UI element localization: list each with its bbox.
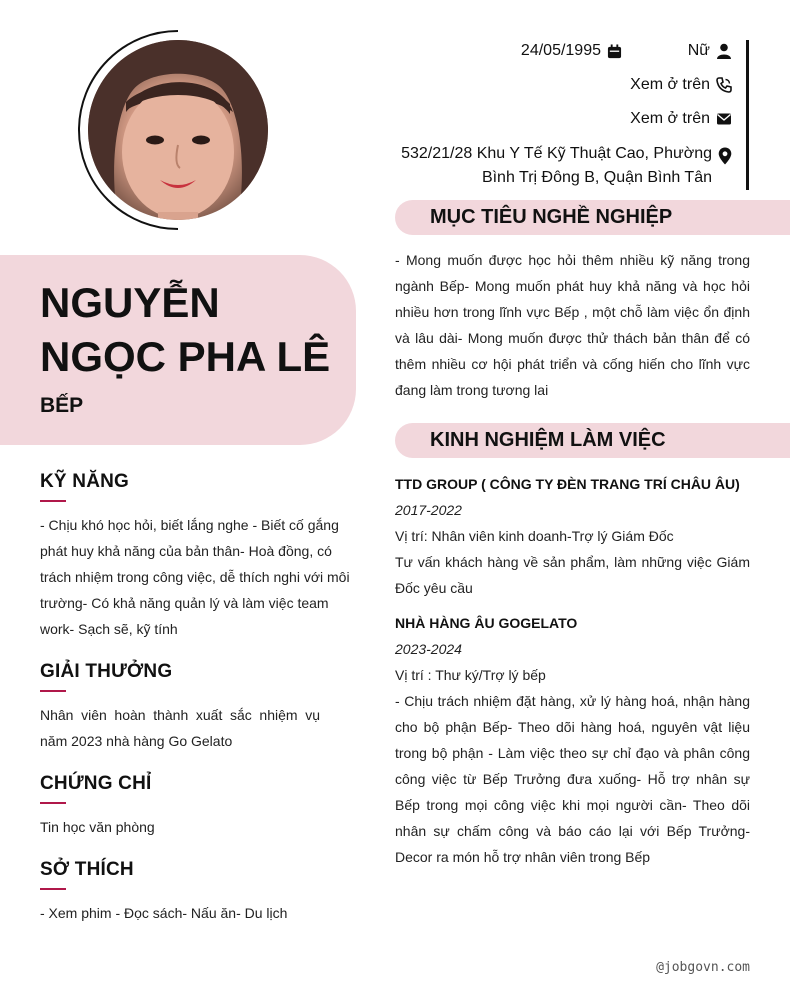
skills-heading: KỸ NĂNG: [40, 471, 130, 492]
skills-section: [40, 471, 352, 642]
gender-value: Nữ: [687, 42, 710, 59]
email-value: Xem ở trên: [630, 110, 710, 127]
job-position: Vị trí: Nhân viên kinh doanh-Trợ lý Giám Đốc: [395, 528, 674, 544]
hobbies-heading: SỞ THÍCH: [40, 859, 134, 880]
phone-row: [630, 76, 732, 94]
full-name: NGUYỄN NGỌC PHA LÊ: [40, 279, 331, 380]
job-title: BẾP: [40, 394, 84, 417]
experience-heading-bar: [395, 423, 790, 458]
objective-section: [395, 247, 750, 403]
job-position: Vị trí : Thư ký/Trợ lý bếp: [395, 667, 546, 683]
certificates-text: Tin học văn phòng: [40, 819, 155, 835]
awards-underline: [40, 690, 66, 692]
job-period: 2017-2022: [395, 502, 462, 518]
avatar: [88, 40, 268, 220]
awards-text: Nhân viên hoàn thành xuất sắc nhiệm vụ năm 2023 nhà hàng Go Gelato: [40, 707, 320, 749]
skills-text: - Chịu khó học hỏi, biết lắng nghe - Biết cố gắng phát huy khả năng của bản thân- Hoà đồng, có trách nhiệm trong công việc, dễ thích nghi với môi trường- Có khả năng quản lý và làm việc team work- Sạch sẽ, kỹ tính: [40, 517, 350, 637]
awards-section: [40, 661, 320, 754]
experience-item: [395, 610, 750, 870]
phone-icon: [716, 77, 732, 93]
hobbies-section: [40, 859, 352, 926]
certificates-underline: [40, 802, 66, 804]
objective-text: - Mong muốn được học hỏi thêm nhiều kỹ năng trong ngành Bếp- Mong muốn phát huy khả năng và học hỏi nhiều hơn trong lĩnh vực Bếp , một chỗ làm việc ổn định và lâu dài- Mong muốn được thử thách bản thân để có thêm nhiều cơ hội phát triển và cống hiến cho lĩnh vực đang làm trong tương lai: [395, 252, 750, 398]
hobbies-text: - Xem phim - Đọc sách- Nấu ăn- Du lịch: [40, 905, 288, 921]
birthday-row: [521, 42, 622, 60]
hobbies-underline: [40, 888, 66, 890]
envelope-icon: [716, 112, 732, 126]
calendar-icon: [607, 44, 622, 59]
address-value: 532/21/28 Khu Y Tế Kỹ Thuật Cao, Phường Bình Trị Đông B, Quận Bình Tân: [401, 145, 712, 186]
awards-heading: GIẢI THƯỞNG: [40, 661, 173, 682]
person-icon: [716, 43, 732, 59]
objective-heading-bar: [395, 200, 790, 235]
experience-heading: KINH NGHIỆM LÀM VIỆC: [430, 429, 666, 451]
avatar-portrait: [88, 40, 268, 220]
certificates-heading: CHỨNG CHỈ: [40, 773, 152, 794]
certificates-section: [40, 773, 352, 840]
phone-value: Xem ở trên: [630, 76, 710, 93]
contact-block: [386, 40, 749, 190]
skills-underline: [40, 500, 66, 502]
watermark: @jobgovn.com: [656, 960, 750, 975]
job-period: 2023-2024: [395, 641, 462, 657]
experience-item: [395, 471, 750, 601]
company-name: NHÀ HÀNG ÂU GOGELATO: [395, 615, 578, 631]
location-pin-icon: [718, 147, 732, 165]
company-name: TTD GROUP ( CÔNG TY ĐÈN TRANG TRÍ CHÂU ÂU): [395, 476, 740, 492]
birthday-value: 24/05/1995: [520, 42, 601, 59]
gender-row: [688, 42, 732, 60]
objective-heading: MỤC TIÊU NGHỀ NGHIỆP: [430, 206, 673, 228]
email-row: [630, 110, 732, 128]
avatar-frame: [78, 30, 278, 230]
job-description: Tư vấn khách hàng về sản phẩm, làm những việc Giám Đốc yêu cầu: [395, 554, 750, 596]
address-row: [392, 142, 732, 190]
job-description: - Chịu trách nhiệm đặt hàng, xử lý hàng hoá, nhận hàng cho bộ phận Bếp- Theo dõi hàng hoá, nguyên vật liệu trong bộ phận - Làm việc theo sự chỉ đạo và phân công công việc từ Bếp Trưởng đưa xuống- Hỗ trợ nhân sự Bếp trong mọi công việc khi mọi người cần- Theo dõi nhân sự chấm công và báo cáo lại với Bếp Trưởng- Decor ra món hỗ trợ nhân viên trong Bếp: [395, 693, 750, 865]
